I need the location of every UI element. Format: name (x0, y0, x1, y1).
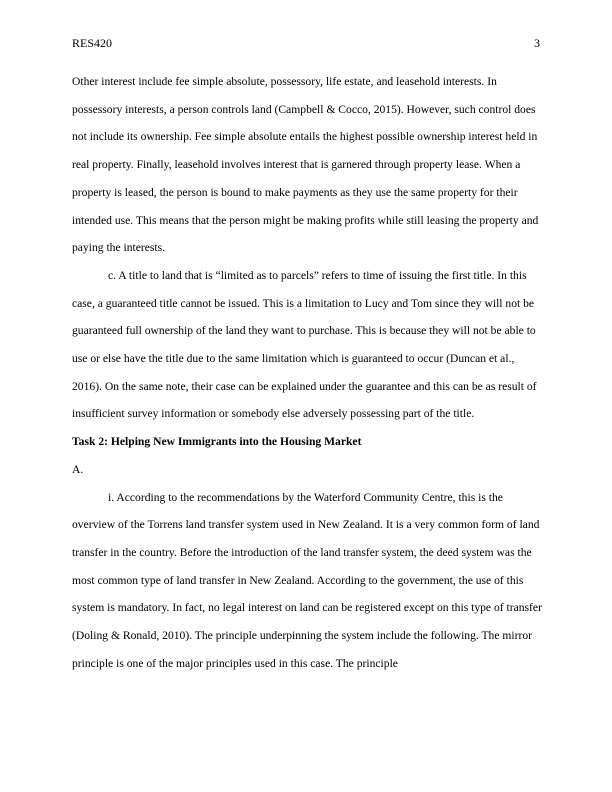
paragraph-interest-types: Other interest include fee simple absolute, possessory, life estate, and leasehold interests. In possessory interests, a person controls land (Campbell & Cocco, 2015). However, such control does not include its ownership. Fee simple absolute entails the highest possible ownership interest held in real property. Finally, leasehold involves interest that is garnered through property lease. When a property is leased, the person is bound to make payments as they use the same property for their intended use. This means that the person might be making profits while still leasing the property and paying the interests. (72, 75, 539, 255)
subsection-label: A. (72, 462, 84, 476)
body-text (72, 68, 542, 677)
running-head: RES420 (72, 36, 113, 50)
paragraph-limited-title: c. A title to land that is “limited as to parcels” refers to time of issuing the first title. In this case, a guaranteed title cannot be issued. This is a limitation to Lucy and Tom since they will not be guaranteed full ownership of the land they want to purchase. This is because they will not be able to use or else have the title due to the same limitation which is guaranteed to occur (Duncan et al., 2016). On the same note, their case can be explained under the guarantee and this can be as result of insufficient survey information or somebody else adversely possessing part of the title. (72, 268, 537, 421)
section-heading-task2: Task 2: Helping New Immigrants into the Housing Market (72, 435, 362, 449)
page-number: 3 (534, 36, 540, 50)
paragraph-torrens-system: i. According to the recommendations by the Waterford Community Centre, this is the overview of the Torrens land transfer system used in New Zealand. It is a very common form of land transfer in the country. Before the introduction of the land transfer system, the deed system was the most common type of land transfer in New Zealand. According to the government, the use of this system is mandatory. In fact, no legal interest on land can be registered except on this type of transfer (Doling & Ronald, 2010). The principle underpinning the system include the following. The mirror principle is one of the major principles used in this case. The principle (72, 490, 542, 670)
